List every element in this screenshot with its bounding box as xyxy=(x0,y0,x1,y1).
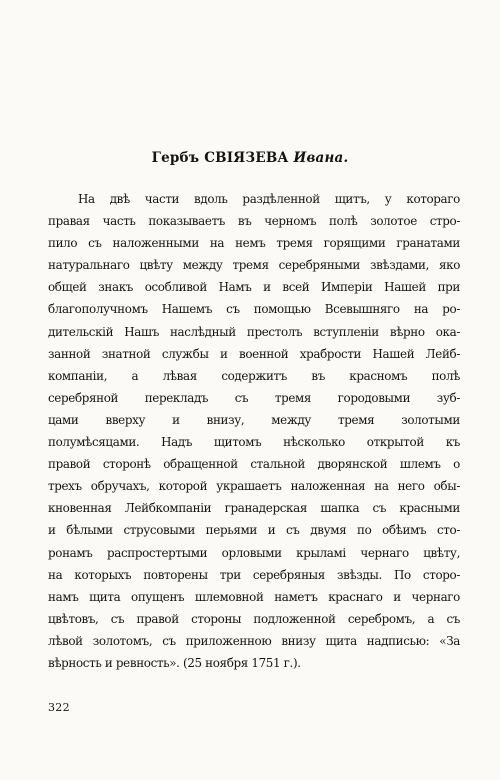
text-line: на которыхъ повторены три серебряныя звѣзды. По сторо- xyxy=(48,567,460,582)
text-line: лѣвой золотомъ, съ приложенною внизу щита надписью: «За xyxy=(48,633,460,648)
heading xyxy=(0,150,500,166)
text-line: дительскій Нашъ наслѣдный престолъ вступленіи вѣрно ока- xyxy=(48,324,460,339)
page-number: 322 xyxy=(48,701,70,714)
body-paragraph xyxy=(48,188,460,674)
heading-given-name: Ивана. xyxy=(293,150,349,166)
text-line: пило съ наложенными на немъ тремя горящими гранатами xyxy=(48,236,460,251)
text-line: вѣрность и ревность». (25 ноября 1751 г.). xyxy=(48,655,301,670)
text-line: натуральнаго цвѣту между тремя серебряными звѣздами, яко xyxy=(48,258,460,273)
text-line: компаніи, а лѣвая содержитъ въ красномъ полѣ xyxy=(48,368,460,383)
text-line: ронамъ распростертыми орловыми крыламі чернаго цвѣту, xyxy=(48,545,460,560)
text-line: полумѣсяцами. Надъ щитомъ нѣсколько открытой къ xyxy=(48,435,460,450)
text-line: благополучномъ Нашемъ съ помощью Всевышняго на ро- xyxy=(48,302,460,317)
text-line: правая часть показываетъ въ черномъ полѣ золотое стро- xyxy=(48,214,460,229)
heading-surname: СВІЯЗЕВА xyxy=(204,150,289,166)
text-line: кновенная Лейбкомпаніи гранадерская шапка съ красными xyxy=(48,501,460,516)
text-line: цами вверху и внизу, между тремя золотыми xyxy=(48,412,460,427)
text-line: занной знатной службы и военной храбрости Нашей Лейб- xyxy=(48,346,460,361)
text-line: намъ щита опущенъ шлемовной наметъ краснаго и чернаго xyxy=(48,589,460,604)
text-line: и бѣлыми струсовыми перьями и съ двумя по обѣимъ сто- xyxy=(48,523,460,538)
text-line: правой сторонѣ обращенной стальной дворянской шлемъ о xyxy=(48,457,460,472)
text-line: общей знакъ особливой Намъ и всей Имперіи Нашей при xyxy=(48,280,460,295)
text-line: На двѣ части вдоль раздѣленной щитъ, у котораго xyxy=(78,192,460,206)
text-line: серебряной перекладъ съ тремя городовыми зуб- xyxy=(48,390,460,405)
text-line: трехъ обручахъ, которой украшаетъ наложенная на него обы- xyxy=(48,479,460,494)
heading-prefix: Гербъ xyxy=(151,150,200,166)
text-line: цвѣтовъ, съ правой стороны подложенной серебромъ, а съ xyxy=(48,611,460,626)
